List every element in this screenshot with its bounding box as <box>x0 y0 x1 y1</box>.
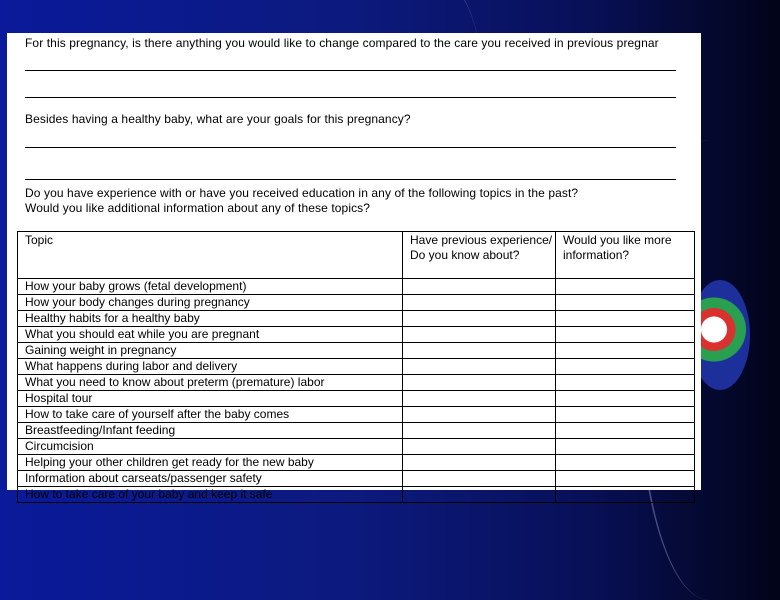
table-row <box>18 375 695 391</box>
question-change-care: For this pregnancy, is there anything you would like to change compared to the care you received in previous pregnar <box>25 36 659 50</box>
more-information-cell[interactable] <box>556 295 695 311</box>
more-information-cell[interactable] <box>556 391 695 407</box>
topic-cell: Gaining weight in pregnancy <box>18 343 403 359</box>
header-topic: Topic <box>18 232 403 279</box>
topic-cell: How your body changes during pregnancy <box>18 295 403 311</box>
topic-cell: What you need to know about preterm (premature) labor <box>18 375 403 391</box>
previous-experience-cell[interactable] <box>403 295 556 311</box>
more-information-cell[interactable] <box>556 407 695 423</box>
table-row <box>18 279 695 295</box>
question-goals: Besides having a healthy baby, what are your goals for this pregnancy? <box>25 112 411 126</box>
table-row <box>18 327 695 343</box>
previous-experience-cell[interactable] <box>403 391 556 407</box>
question-additional-info: Would you like additional information about any of these topics? <box>25 201 371 215</box>
topic-cell: How to take care of your baby and keep it safe <box>18 487 403 503</box>
previous-experience-cell[interactable] <box>403 471 556 487</box>
previous-experience-cell[interactable] <box>403 311 556 327</box>
header-previous-experience: Have previous experience/ Do you know about? <box>403 232 556 279</box>
topic-cell: Healthy habits for a healthy baby <box>18 311 403 327</box>
more-information-cell[interactable] <box>556 375 695 391</box>
table-row <box>18 487 695 503</box>
answer-line[interactable] <box>25 97 676 98</box>
table-row <box>18 471 695 487</box>
table-row <box>18 455 695 471</box>
topic-cell: Circumcision <box>18 439 403 455</box>
topic-cell: Breastfeeding/Infant feeding <box>18 423 403 439</box>
topic-cell: How your baby grows (fetal development) <box>18 279 403 295</box>
previous-experience-cell[interactable] <box>403 279 556 295</box>
question-experience: Do you have experience with or have you received education in any of the following topics in the past? <box>25 186 579 200</box>
table-row <box>18 359 695 375</box>
more-information-cell[interactable] <box>556 311 695 327</box>
previous-experience-cell[interactable] <box>403 455 556 471</box>
topic-cell: Information about carseats/passenger safety <box>18 471 403 487</box>
previous-experience-cell[interactable] <box>403 407 556 423</box>
previous-experience-cell[interactable] <box>403 439 556 455</box>
more-information-cell[interactable] <box>556 423 695 439</box>
table-row <box>18 439 695 455</box>
table-row <box>18 423 695 439</box>
table-row <box>18 295 695 311</box>
topic-cell: What happens during labor and delivery <box>18 359 403 375</box>
previous-experience-cell[interactable] <box>403 343 556 359</box>
more-information-cell[interactable] <box>556 439 695 455</box>
previous-experience-cell[interactable] <box>403 487 556 503</box>
topic-cell: What you should eat while you are pregnant <box>18 327 403 343</box>
table-header-row <box>18 232 695 279</box>
topics-table <box>17 231 695 503</box>
more-information-cell[interactable] <box>556 359 695 375</box>
table-row <box>18 343 695 359</box>
more-information-cell[interactable] <box>556 455 695 471</box>
previous-experience-cell[interactable] <box>403 423 556 439</box>
answer-line[interactable] <box>25 179 676 180</box>
answer-line[interactable] <box>25 147 676 148</box>
topic-cell: Hospital tour <box>18 391 403 407</box>
table-row <box>18 407 695 423</box>
questionnaire-document <box>7 33 701 501</box>
more-information-cell[interactable] <box>556 343 695 359</box>
topic-cell: How to take care of yourself after the baby comes <box>18 407 403 423</box>
previous-experience-cell[interactable] <box>403 327 556 343</box>
previous-experience-cell[interactable] <box>403 375 556 391</box>
header-more-information: Would you like more information? <box>556 232 695 279</box>
more-information-cell[interactable] <box>556 471 695 487</box>
more-information-cell[interactable] <box>556 487 695 503</box>
previous-experience-cell[interactable] <box>403 359 556 375</box>
more-information-cell[interactable] <box>556 279 695 295</box>
more-information-cell[interactable] <box>556 327 695 343</box>
answer-line[interactable] <box>25 70 676 71</box>
table-row <box>18 391 695 407</box>
topic-cell: Helping your other children get ready for the new baby <box>18 455 403 471</box>
table-row <box>18 311 695 327</box>
